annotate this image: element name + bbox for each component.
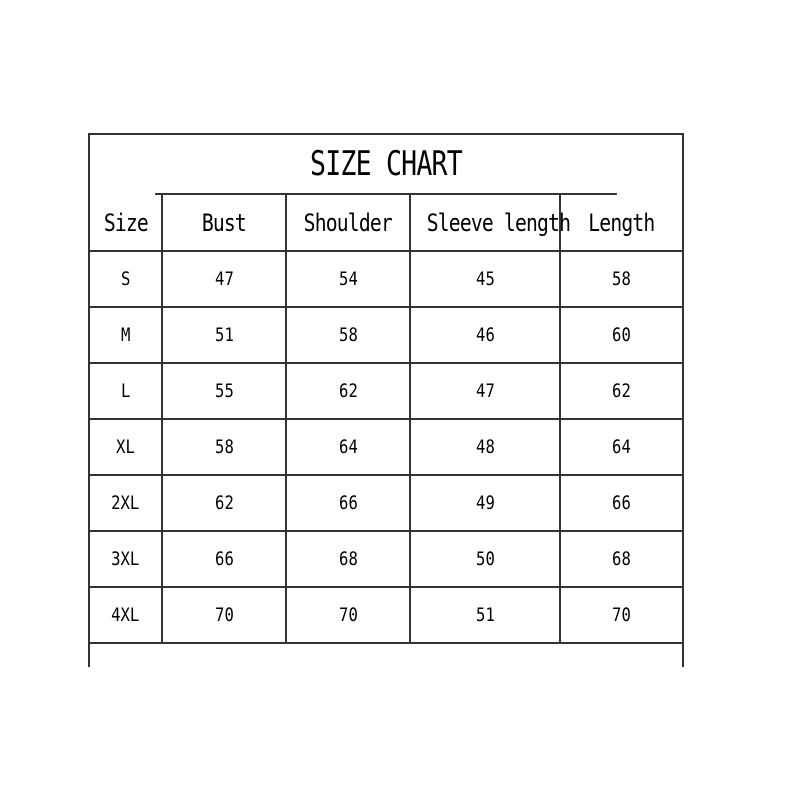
bust-cell: 66 [162,531,286,587]
shoulder-cell: 64 [286,419,410,475]
size-cell: 2XL [90,475,162,531]
bust-cell: 62 [162,475,286,531]
sleeve-length-cell: 49 [410,475,560,531]
size-cell: L [90,363,162,419]
bust-cell: 47 [162,251,286,307]
header-size: Size [90,195,162,251]
shoulder-cell: 70 [286,587,410,643]
length-cell: 58 [560,251,682,307]
image-crop-mask [88,667,688,800]
sleeve-length-cell: 50 [410,531,560,587]
table-row [90,587,682,643]
header-length: Length [560,195,682,251]
header-row [90,195,682,251]
shoulder-cell: 68 [286,531,410,587]
header-shoulder: Shoulder [286,195,410,251]
chart-title-text: SIZE CHART [310,144,462,184]
sleeve-length-cell: 51 [410,587,560,643]
table-row [90,307,682,363]
table-row [90,475,682,531]
length-cell: 60 [560,307,682,363]
length-cell: 62 [560,363,682,419]
bust-cell: 55 [162,363,286,419]
size-cell: XL [90,419,162,475]
table-row [90,251,682,307]
size-table [90,195,682,644]
shoulder-cell: 58 [286,307,410,363]
bust-cell: 58 [162,419,286,475]
length-cell: 66 [560,475,682,531]
size-chart [88,133,684,667]
length-cell: 64 [560,419,682,475]
length-cell: 70 [560,587,682,643]
bust-cell: 70 [162,587,286,643]
shoulder-cell: 62 [286,363,410,419]
sleeve-length-cell: 47 [410,363,560,419]
sleeve-length-cell: 48 [410,419,560,475]
shoulder-cell: 66 [286,475,410,531]
size-cell: 4XL [90,587,162,643]
length-cell: 68 [560,531,682,587]
sleeve-length-cell: 45 [410,251,560,307]
table-row [90,363,682,419]
shoulder-cell: 54 [286,251,410,307]
size-cell: M [90,307,162,363]
size-cell: 3XL [90,531,162,587]
sleeve-length-cell: 46 [410,307,560,363]
chart-title [155,135,617,195]
table-row [90,531,682,587]
header-sleeve-length: Sleeve length [410,195,560,251]
bust-cell: 51 [162,307,286,363]
table-row [90,419,682,475]
header-bust: Bust [162,195,286,251]
size-cell: S [90,251,162,307]
